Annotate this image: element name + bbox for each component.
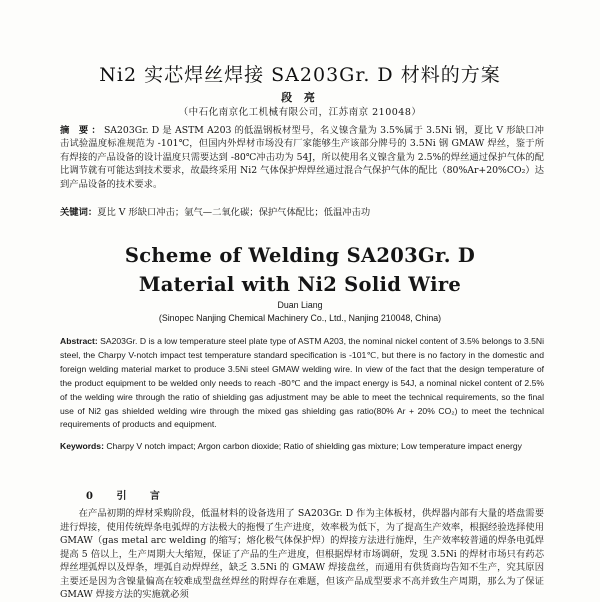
chinese-keywords bbox=[60, 206, 544, 219]
english-keywords-label: Keywords: bbox=[60, 441, 104, 451]
chinese-author: 段 亮 bbox=[281, 91, 319, 104]
english-abstract bbox=[60, 335, 544, 432]
english-keywords bbox=[60, 440, 544, 454]
english-title-line-2: Material with Ni2 Solid Wire bbox=[138, 273, 462, 296]
chinese-affiliation: （中石化南京化工机械有限公司，江苏南京 210048） bbox=[178, 107, 422, 118]
body-paragraph: 在产品初期的焊材采购阶段，低温材料的设备选用了 SA203Gr. D 作为主体板材，供焊器内部有大量的塔盘需要进行焊接，使用传统焊条电弧焊的方法极大的拖慢了生产进度，效率极为低下，为了提高生产效率，根据经验选择使用 GMAW（gas metal arc welding 的缩写；熔化极气体保护焊）的焊接方法进行施焊，生产效率较普通的焊条电弧焊提高 5 倍以上，生产周期大大缩短，保证了产品的生产进度，但根据焊材市场调研，发现 3.5Ni 的焊材市场只有药芯焊丝埋弧焊以及焊条，埋弧自动焊焊丝，缺乏 3.5Ni 的 GMAW 焊接盘丝，而通用有供货商均告知不生产，究其原因主要还是因为含镍量偏高在较难成型盘丝焊丝的附焊存在难题，但该产品成型要求不高并致生产周期，那么为了保证 GMAW 焊接方法的实施就必须 bbox=[60, 508, 544, 600]
chinese-abstract-label: 摘 要： bbox=[60, 125, 104, 136]
chinese-keywords-label: 关键词： bbox=[60, 207, 98, 218]
section-heading: 0 引 言 bbox=[86, 491, 170, 502]
chinese-abstract bbox=[60, 124, 544, 191]
english-abstract-text: SA203Gr. D is a low temperature steel plate type of ASTM A203, the nominal nickel content of 3.5% belongs to 3.5Ni steel, the Charpy V-notch impact test temperature standard specification is -101℃, but there is no factory in the domestic and foreign welding material market to produce 3.5Ni steel GMAW welding wire. In view of the fact that the design temperature of the product equipment to be welded only needs to reach -80℃ and the impact energy is 54J, a nominal nickel content of 2.5% of the welding wire through the ratio of shielding gas adjustment may be able to meet the technical requirements, so the final use of Ni2 gas shielded welding wire through the mixed gas shielding gas ratio(80% Ar + 20% CO₂) to meet the technical requirements of products and equipment. bbox=[60, 336, 544, 430]
english-abstract-label: Abstract: bbox=[60, 336, 98, 346]
english-keywords-text: Charpy V notch impact; Argon carbon dioxide; Ratio of shielding gas mixture; Low temperature impact energy bbox=[106, 441, 522, 451]
chinese-abstract-text: SA203Gr. D 是 ASTM A203 的低温钢板材型号，名义镍含量为 3.5%属于 3.5Ni 钢，夏比 V 形缺口冲击试验温度标准规范为 -101℃，但国内外焊材市场没有厂家能够生产该部分牌号的 3.5Ni 钢 GMAW 焊丝，鉴于所有焊接的产品设备的设计温度只需要达到 -80℃冲击功为 54J，所以使用名义镍含量为 2.5%的焊丝通过保护气体的配比调节就有可能达到技术要求，故最终采用 Ni2 气体保护焊焊丝通过混合气保护气体的配比（80%Ar+20%CO₂）达到产品设备的技术要求。 bbox=[60, 125, 544, 190]
english-author: Duan Liang bbox=[277, 300, 323, 310]
english-title bbox=[0, 241, 600, 299]
english-title-line-1: Scheme of Welding SA203Gr. D bbox=[124, 244, 476, 267]
english-affiliation: (Sinopec Nanjing Chemical Machinery Co., Ltd., Nanjing 210048, China) bbox=[158, 313, 442, 323]
chinese-keywords-text: 夏比 V 形缺口冲击；氩气—二氧化碳；保护气体配比；低温冲击功 bbox=[97, 207, 371, 218]
chinese-title: Ni2 实芯焊丝焊接 SA203Gr. D 材料的方案 bbox=[99, 64, 501, 86]
